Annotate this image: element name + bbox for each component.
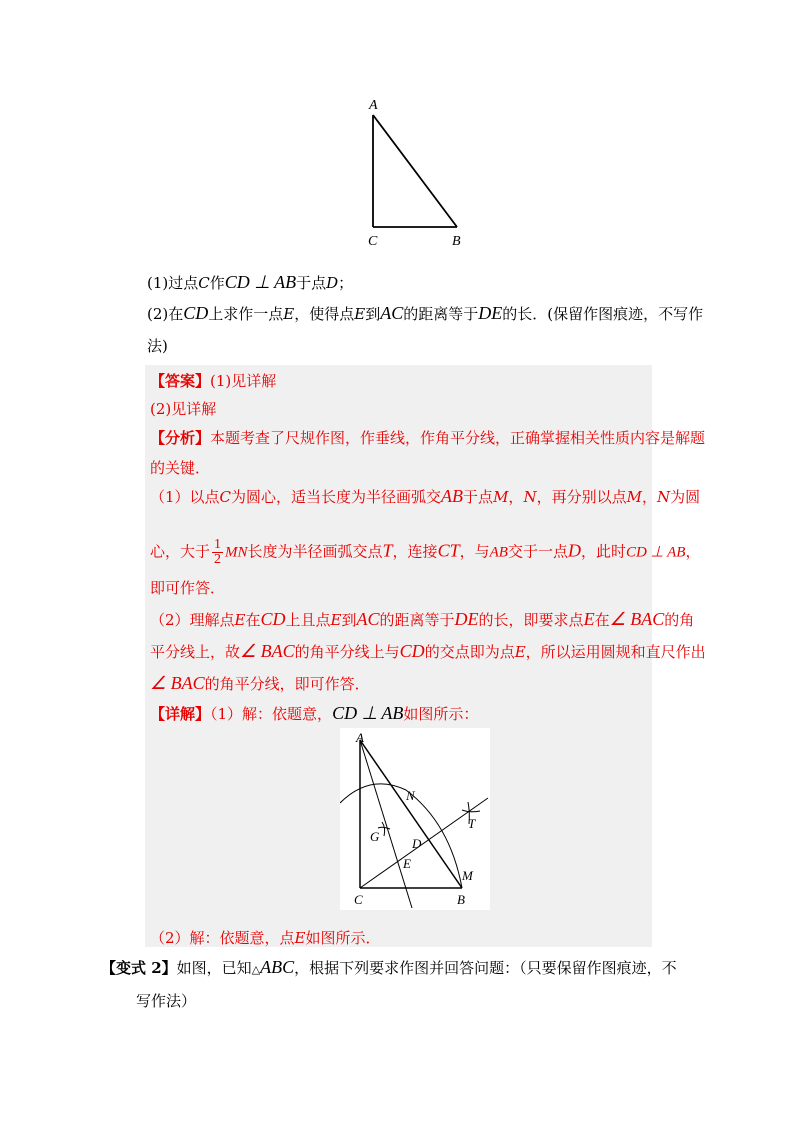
label-c: C [368, 234, 378, 249]
analysis-part2-line-3: ∠ BAC的角平分线，即可作答． [150, 673, 370, 693]
variant-line-1: 【变式 2】如图，已知△ABC，根据下列要求作图并回答问题：（只要保留作图痕迹，不 [101, 957, 677, 977]
label-m: M [462, 868, 473, 883]
triangle-figure-1 [360, 95, 470, 255]
label-g: G [370, 829, 380, 844]
label-e: E [403, 856, 411, 871]
analysis-line-2: 的关键． [150, 459, 211, 477]
label-a: A [356, 730, 364, 745]
label-a: A [369, 98, 378, 113]
side-ab [373, 115, 457, 227]
analysis-part1-line-3: 即可作答． [150, 579, 226, 597]
analysis-part2-line-1: （2）理解点E在CD上且点E到AC的距离等于DE的长，即要求点E在∠ BAC的角 [150, 609, 695, 629]
detail-line-2: （2）解：依题意，点E如图所示． [150, 929, 381, 947]
answer-1: 【答案】(1)见详解 [150, 372, 277, 390]
answer-2: (2)见详解 [150, 400, 217, 418]
fraction-one-half: $\frac{1}{2}$ [214, 537, 222, 567]
label-b: B [457, 892, 465, 907]
detail-line-1: 【详解】（1）解：依题意，CD ⊥ AB如图所示： [150, 703, 479, 723]
label-n: N [406, 788, 415, 803]
label-b: B [452, 234, 461, 249]
analysis-part1-line-1: （1）以点C为圆心，适当长度为半径画弧交AB于点M，N，再分别以点M，N为圆 [150, 486, 701, 506]
construction-figure [340, 728, 490, 910]
question-1: (1)过点C作CD ⊥ AB于点D； [147, 272, 354, 292]
question-2-line-2: 法) [147, 337, 168, 355]
variant-line-2: 写作法） [136, 992, 197, 1010]
label-t: T [468, 816, 476, 831]
analysis-part2-line-2: 平分线上，故∠ BAC的角平分线上与CD的交点即为点E，所以运用圆规和直尺作出 [150, 641, 706, 661]
question-2-line-1: (2)在CD上求作一点E，使得点E到AC的距离等于DE的长．(保留作图痕迹，不写作 [147, 303, 704, 323]
analysis-line-1: 【分析】本题考查了尺规作图，作垂线，作角平分线，正确掌握相关性质内容是解题 [150, 429, 706, 447]
label-c: C [354, 892, 363, 907]
analysis-part1-line-2: 心，大于 $\frac{1}{2}$ MN长度为半径画弧交点T，连接CT，与AB交于一点D，此时CD ⊥ AB， [150, 537, 701, 567]
label-d: D [412, 836, 422, 851]
